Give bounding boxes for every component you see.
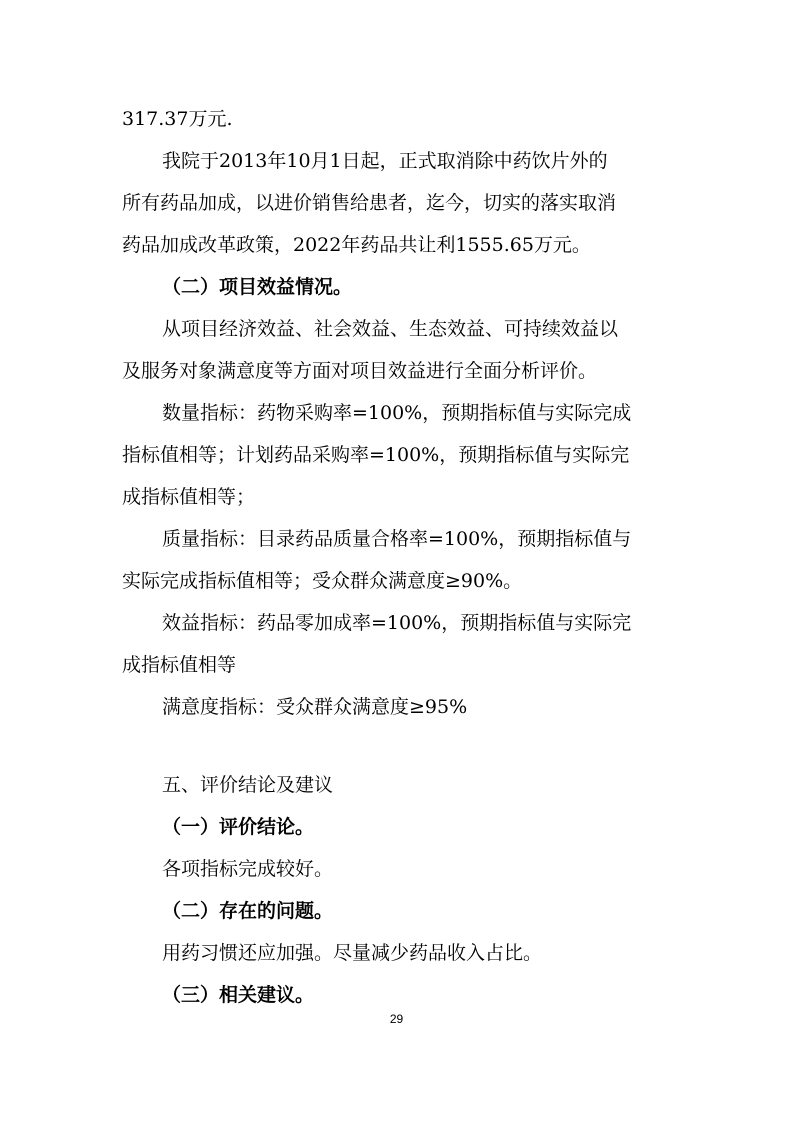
paragraph-line: 效益指标：药品零加成率=100%，预期指标值与实际完	[162, 612, 632, 634]
section-heading: （三）相关建议。	[162, 984, 315, 1006]
paragraph-line: 数量指标：药物采购率=100%，预期指标值与实际完成	[162, 402, 632, 424]
paragraph-line: 成指标值相等	[122, 654, 237, 676]
paragraph-line: 所有药品加成，以进价销售给患者，迄今，切实的落实取消	[122, 192, 617, 214]
page-number: 29	[389, 1012, 404, 1026]
chapter-heading: 五、评价结论及建议	[162, 774, 334, 796]
section-heading: （一）评价结论。	[162, 816, 315, 838]
paragraph-line: 实际完成指标值相等；受众群众满意度≥90%。	[122, 570, 523, 592]
paragraph-line: 317.37万元.	[122, 108, 233, 130]
paragraph-line: 药品加成改革政策，2022年药品共让利1555.65万元。	[122, 234, 591, 256]
paragraph-line: 各项指标完成较好。	[162, 858, 334, 880]
paragraph-line: 及服务对象满意度等方面对项目效益进行全面分析评价。	[122, 360, 598, 382]
paragraph-line: 满意度指标：受众群众满意度≥95%	[162, 696, 468, 718]
section-heading: （二）项目效益情况。	[162, 276, 353, 298]
paragraph-line: 用药习惯还应加强。尽量减少药品收入占比。	[162, 942, 543, 964]
paragraph-line: 我院于2013年10月1日起，正式取消除中药饮片外的	[162, 150, 608, 172]
paragraph-line: 从项目经济效益、社会效益、生态效益、可持续效益以	[162, 318, 619, 340]
section-heading: （二）存在的问题。	[162, 900, 334, 922]
paragraph-line: 成指标值相等；	[122, 486, 256, 508]
paragraph-line: 指标值相等；计划药品采购率=100%，预期指标值与实际完	[122, 444, 630, 466]
paragraph-line: 质量指标：目录药品质量合格率=100%，预期指标值与	[162, 528, 632, 550]
